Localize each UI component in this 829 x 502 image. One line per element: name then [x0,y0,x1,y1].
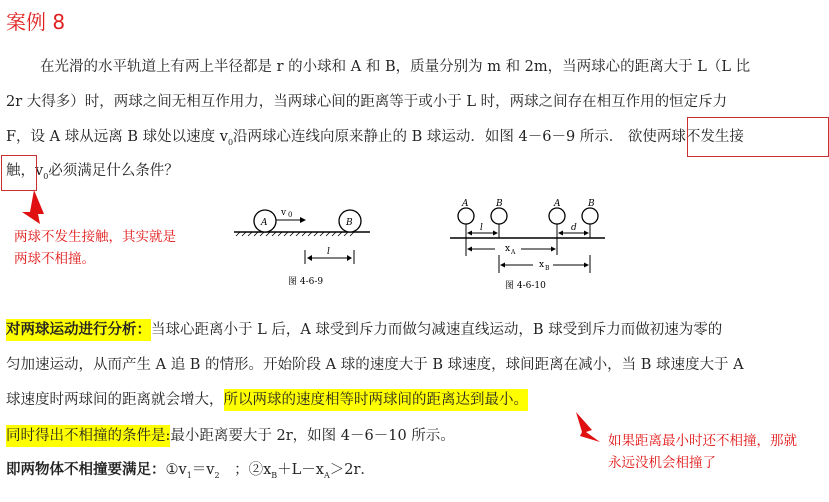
note-line: 两球不相撞。 [14,251,95,267]
label-a: A [261,218,268,228]
label-xa: x [505,244,511,254]
text: v [35,163,44,179]
text: 球速度时两球间的距离就会增大， [6,392,224,408]
figure-4-6-10 [445,193,615,293]
subscript: A [323,470,330,480]
case-title: 案例 8 [6,10,66,34]
figure-caption: 图 4-6-10 [505,281,546,291]
label-b2: B [588,199,595,209]
text: ＝v [191,462,215,478]
label-b: B [346,218,353,228]
text: 沿两球心连线向原来静止的 B 球运动．如图 4－6－9 所示． [233,129,624,145]
analysis-line-3 [6,390,528,410]
velocity-sub: 0 [288,211,293,219]
text: F，设 A 球从远离 B 球处以速度 v [6,129,228,145]
note-line: 永远没机会相撞了 [608,455,716,471]
analysis-heading: 对两球运动进行分析： [6,319,151,341]
arrow-icon [22,190,44,224]
text: ①v [165,462,187,478]
subscript: 2 [214,470,220,480]
label-b1: B [496,199,503,209]
subscript: 0 [227,137,234,147]
problem-line-2: 2r 大得多）时，两球之间无相互作用力，当两球心间的距离等于或小于 L 时，两球之间存在相互作用的恒定斥力 [6,94,728,110]
note-min-distance [608,430,797,474]
highlighted-text: 所以两球的速度相等时两球间的距离达到最小。 [224,389,529,411]
arrow-icon [576,412,600,442]
text: ；②x [219,462,272,478]
condition-heading: 即两物体不相撞要满足： [6,462,166,478]
subscript: B [271,470,278,480]
label-xb: x [539,260,545,270]
text: ＋L－x [277,462,324,478]
problem-line-1: 在光滑的水平轨道上有两上半径都是 r 的小球和 A 和 B，质量分别为 m 和 2m，当两球心的距离大于 L（L 比 [40,59,751,75]
text: 最小距离要大于 2r，如图 4－6－10 所示。 [170,428,455,444]
note-line: 两球不发生接触，其实就是 [14,229,176,245]
text: 触， [6,163,35,179]
text: 必须满足什么条件？ [48,163,179,179]
label-d: d [571,223,577,233]
analysis-line-4 [6,426,455,446]
highlighted-text: 同时得出不相撞的条件是: [6,425,170,447]
figure-caption: 图 4-6-9 [288,277,324,287]
label-a2: A [554,199,561,209]
highlighted-question: 欲使两球不发生接 [627,129,744,145]
subscript: 0 [43,171,49,181]
analysis-line-2: 匀加速运动，从而产生 A 追 B 的情形。开始阶段 A 球的速度大于 B 球速度，球间距离在减小，当 B 球速度大于 A [6,357,744,373]
subscript: 1 [186,470,192,480]
label-a1: A [462,199,469,209]
note-line: 如果距离最小时还不相撞，那就 [608,433,797,449]
velocity-label: v [281,208,287,218]
text: 当球心距离小于 L 后，A 球受到斥力而做匀减速直线运动，B 球受到斥力而做初速为零的 [151,322,723,338]
note-no-contact [14,226,176,270]
label-l: l [480,223,483,233]
condition-line [6,460,375,486]
label-xb-sub: B [545,265,550,272]
label-xa-sub: A [511,249,516,256]
text: ＞2r． [329,462,375,478]
analysis-line-1 [6,320,722,340]
distance-label: l [327,247,330,257]
figure-4-6-9 [230,200,370,290]
